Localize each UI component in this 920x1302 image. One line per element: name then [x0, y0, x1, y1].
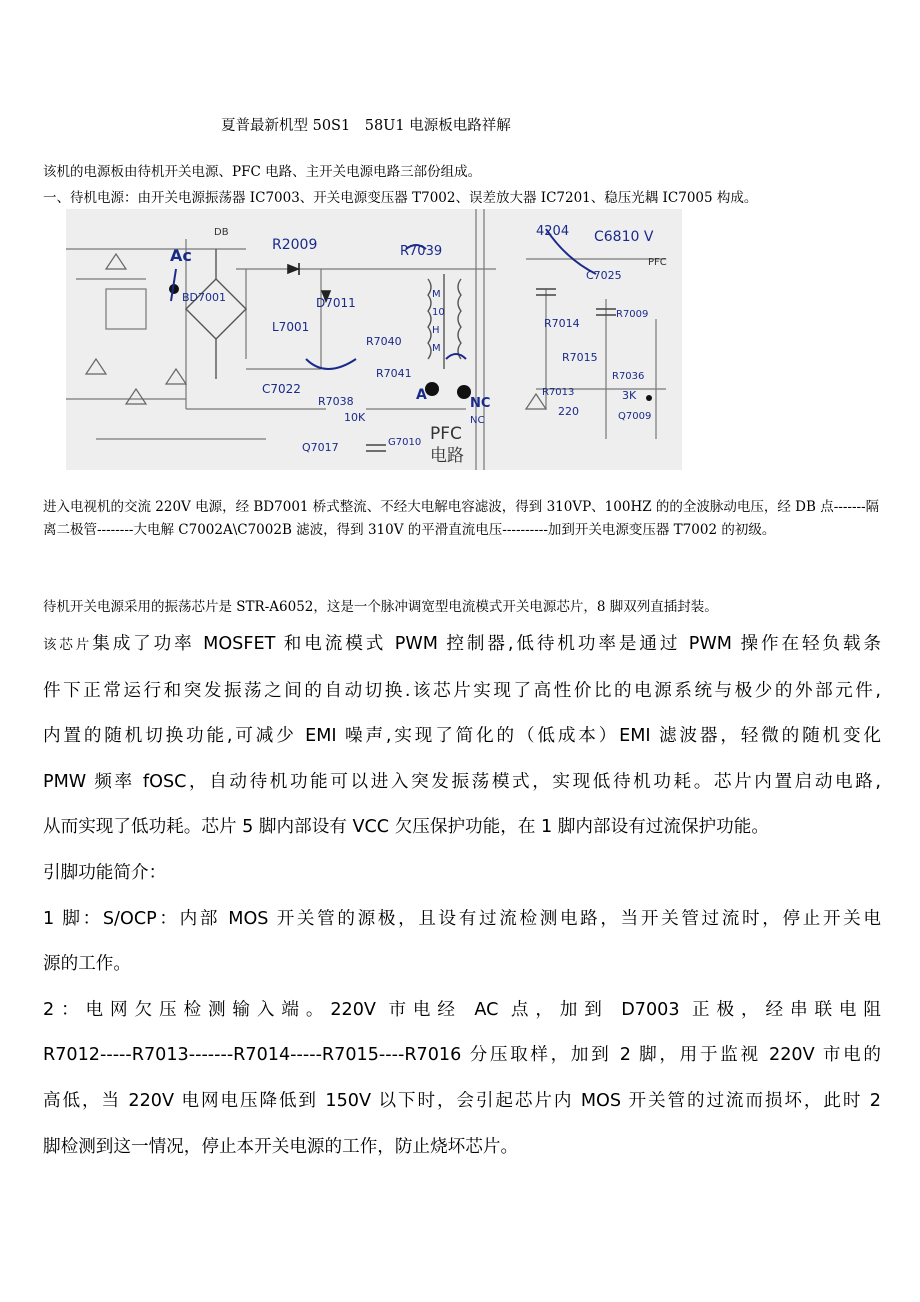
chip-line-2: 件下正常运行和突发振荡之间的自动切换.该芯片实现了高性价比的电源系统与极少的外部元件, — [43, 680, 881, 701]
schematic-label-bd: BD7001 — [182, 291, 227, 304]
schematic-label-nc-small: NC — [470, 415, 485, 426]
document-title: 夏普最新机型 50S1 58U1 电源板电路祥解 — [221, 118, 511, 134]
section-standby-heading: 一、待机电源：由开关电源振荡器 IC7003、开关电源变压器 T7002、误差放大器 IC7201、稳压光耦 IC7005 构成。 — [43, 190, 758, 206]
schematic-label-g7010: G7010 — [388, 437, 422, 448]
paragraph-ac-input: 进入电视机的交流 220V 电源，经 BD7001 桥式整流、不经大电解电容滤波，得到 310VP、100HZ 的的全波脉动电压，经 DB 点-------隔离二极管--------大电解 C7002A\C7002B 滤波，得到 310V 的平滑直流电压----------加到开关电源变压器 T7002 的初级。 — [43, 499, 880, 538]
pin1-line-2: 源的工作。 — [43, 954, 131, 975]
pin-function-heading: 引脚功能简介： — [43, 862, 167, 883]
schematic-label-r7014: R7014 — [544, 317, 580, 330]
schematic-label-r7040: R7040 — [366, 335, 402, 348]
schematic-label-m4: M — [432, 343, 441, 354]
chip-line-5: 从而实现了低功耗。芯片 5 脚内部设有 VCC 欠压保护功能，在 1 脚内部设有过流保护功能。 — [43, 817, 769, 838]
schematic-label-10k: 10K — [344, 411, 366, 424]
schematic-label-l7001: L7001 — [272, 320, 310, 334]
schematic-label-220: 220 — [558, 405, 579, 418]
schematic-label-d7011: D7011 — [316, 296, 356, 310]
schematic-label-r7036: R7036 — [612, 371, 645, 382]
schematic-label-r7038: R7038 — [318, 395, 354, 408]
schematic-label-3k: 3K — [622, 389, 637, 402]
schematic-label-q7017: Q7017 — [302, 441, 339, 454]
schematic-label-c7204: 4204 — [536, 224, 570, 239]
schematic-label-r7015: R7015 — [562, 351, 598, 364]
schematic-label-db: DB — [214, 227, 229, 238]
schematic-label-c7025: C7025 — [586, 269, 622, 282]
schematic-label-a: A — [416, 387, 427, 403]
chip-line-lead: 该芯片 — [43, 637, 93, 653]
schematic-label-c6810v: C6810 V — [594, 229, 654, 245]
schematic-label-r7013: R7013 — [542, 387, 575, 398]
chip-description — [43, 622, 881, 1170]
chip-line-3: 内置的随机切换功能,可减少 EMI 噪声,实现了简化的（低成本）EMI 滤波器，轻微的随机变化 — [43, 726, 881, 747]
schematic-label-r7041: R7041 — [376, 367, 412, 380]
schematic-label-c7022: C7022 — [262, 382, 301, 396]
schematic-label-m2: 10 — [432, 307, 445, 318]
pin2-line-2: R7012-----R7013-------R7014-----R7015----R7016 分压取样，加到 2 脚，用于监视 220V 市电的 — [43, 1045, 881, 1066]
schematic-label-q7009: Q7009 — [618, 411, 652, 422]
chip-line-4: PMW 频率 fOSC，自动待机功能可以进入突发振荡模式，实现低待机功耗。芯片内置启动电路, — [43, 771, 881, 792]
paragraph-chip-intro: 待机开关电源采用的振荡芯片是 STR-A6052，这是一个脉冲调宽型电流模式开关电源芯片，8 脚双列直插封装。 — [43, 599, 718, 615]
schematic-label-r7009: R7009 — [616, 309, 649, 320]
intro-line: 该机的电源板由待机开关电源、PFC 电路、主开关电源电路三部份组成。 — [43, 164, 482, 180]
schematic-label-r2009: R2009 — [272, 237, 318, 253]
pin2-line-3: 高低，当 220V 电网电压降低到 150V 以下时，会引起芯片内 MOS 开关管的过流而损坏，此时 2 — [43, 1090, 881, 1111]
schematic-label-m3: H — [432, 325, 440, 336]
schematic-label-m1: M — [432, 289, 441, 300]
schematic-label-pfc-circuit-2: 电路 — [430, 446, 464, 466]
schematic-label-ac: Ac — [170, 246, 192, 265]
schematic-label-pfc-circuit: PFC — [430, 424, 462, 444]
schematic-label-pfc-top: PFC — [648, 257, 667, 268]
chip-line-1: 该芯片集成了功率 MOSFET 和电流模式 PWM 控制器,低待机功率是通过 PWM 操作在轻负载条 — [43, 634, 882, 654]
standby-power-schematic — [66, 209, 682, 470]
pin2-line-1: 2：电网欠压检测输入端。220V 市电经 AC 点，加到 D7003 正极，经串联电阻 — [43, 999, 881, 1020]
pin2-line-4: 脚检测到这一情况，停止本开关电源的工作，防止烧坏芯片。 — [43, 1136, 519, 1157]
pin1-line-1: 1 脚：S/OCP：内部 MOS 开关管的源极，且设有过流检测电路，当开关管过流时，停止开关电 — [43, 908, 881, 929]
schematic-label-nc: NC — [470, 396, 491, 411]
schematic-label-r7039: R7039 — [400, 244, 443, 259]
